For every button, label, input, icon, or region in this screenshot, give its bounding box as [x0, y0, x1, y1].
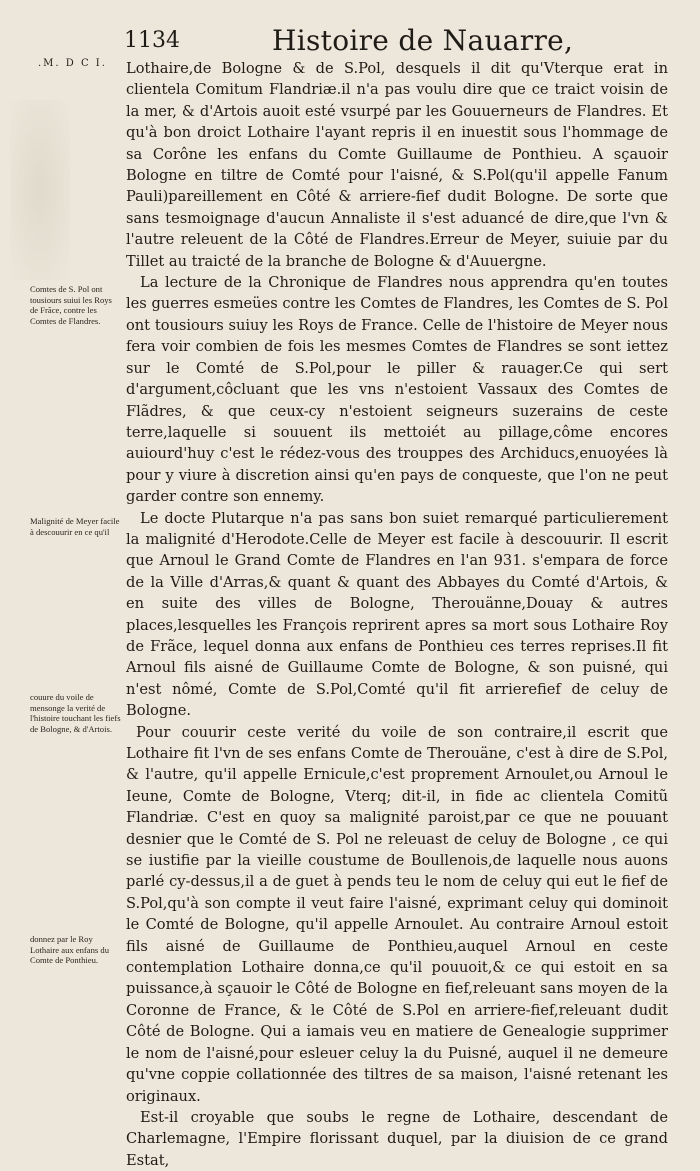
- page-header: [0, 24, 700, 60]
- paragraph: Est-il croyable que soubs le regne de Lothaire, descendant de Charlemagne, l'Empire florissant duquel, par la diuision de ce grand Estat,: [126, 1108, 668, 1169]
- main-text: [126, 58, 668, 1171]
- running-title: Histoire de Nauarre,: [272, 24, 574, 57]
- year-marker: .M. D C I.: [38, 58, 107, 69]
- page-number: 1134: [124, 28, 180, 53]
- margin-note: Malignité de Meyer facile à descouurir en ce qu'il: [30, 516, 120, 537]
- paragraph: Le docte Plutarque n'a pas sans bon suiet remarqué particulierement la malignité d'Herodote.Celle de Meyer est facile à descouurir. Il escrit que Arnoul le Grand Comte de Flandres en l'an 931. s'empara de force de la Ville d'Arras,& quant & quant des Abbayes du Comté d'Artois, & en suite des villes de Bologne, Therouänne,Douay & autres places,lesquelles les François reprirent apres sa mort sous Lothaire Roy de Frãce, lequel donna aux enfans de Ponthieu ces terres reprises.Il fit Arnoul fils aisné de Guillaume Comte de Bologne, & son puisné, qui n'est nômé, Comte de S.Pol,Comté qu'il fit arrierefief de celuy de Bologne.: [126, 509, 668, 720]
- margin-note: couure du voile de mensonge la verité de l'histoire touchant les fiefs de Bologne, & d'Artois.: [30, 692, 121, 734]
- paragraph: Pour couurir ceste verité du voile de son contraire,il escrit que Lothaire fit l'vn de ses enfans Comte de Therouäne, c'est à dire de S.Pol, & l'autre, qu'il appelle Ernicule,c'est proprement Arnoulet,ou Arnoul le Ieune, Comte de Bologne, Vterq; dit-il, in fide ac clientela Comitũ Flandriæ. C'est en quoy sa malignité paroist,par ce que ne pouuant desnier que le Comté de S. Pol ne releuast de celuy de Bologne , ce qui se iustifie par la vieille coustume de Boullenois,de laquelle nous auons parlé cy-dessus,il a de guet à pends teu le nom de celuy qui eut le fief de S.Pol,qu'à son compte il veut faire l'aisné, exprimant celuy qui dominoit le Comté de Bologne, qu'il appelle Arnoulet. Au contraire Arnoul estoit fils aisné de Guillaume de Ponthieu,auquel Arnoul en ceste contemplation Lothaire donna,ce qu'il pouuoit,& ce qui estoit en sa puissance,à sçauoir le Côté de Bologne en fief,releuant sans moyen de la Coronne de France, & le Côté de S.Pol en arriere-fief,releuant dudit Côté de Bologne. Qui a iamais veu en matiere de Genealogie supprimer le nom de l'aisné,pour esleuer celuy la du Puisné, auquel il ne demeure qu'vne coppie collationnée des tiltres de sa maison, l'aisné retenant les originaux.: [126, 723, 668, 1105]
- paper-stain: [10, 100, 70, 280]
- margin-note: donnez par le Roy Lothaire aux enfans du Comte de Ponthieu.: [30, 934, 109, 966]
- paragraph: La lecture de la Chronique de Flandres nous apprendra qu'en toutes les guerres esmeües contre les Comtes de Flandres, les Comtes de S. Pol ont tousiours suiuy les Roys de France. Celle de l'histoire de Meyer nous fera voir combien de fois les mesmes Comtes de Flandres se sont iettez sur le Comté de S.Pol,pour le piller & rauager.Ce qui sert d'argument,côcluant que les vns n'estoient Vassaux des Comtes de Flãdres, & que ceux-cy n'estoient seigneurs suzerains de ceste terre,laquelle si souuent ils mettoiét au pillage,côme encores auiourd'huy c'est le rédez-vous des trouppes des Archiducs,enuoyées là pour y viure à discretion ainsi qu'en pays de conqueste, que l'on ne peut garder contre son ennemy.: [126, 274, 668, 506]
- margin-note: Comtes de S. Pol ont tousiours suiui les Roys de Frãce, contre les Comtes de Flandres.: [30, 284, 112, 326]
- paragraph: Lothaire,de Bologne & de S.Pol, desquels il dit qu'Vterque erat in clientela Comitum Flandriæ.il n'a pas voulu dire que ce traict voisin de la mer, & d'Artois auoit esté vsurpé par les Gouuerneurs de Flandres. Et qu'à bon droict Lothaire l'ayant repris il en inuestit sous l'hommage de sa Corône les enfans du Comte Guillaume de Ponthieu. A sçauoir Bologne en tiltre de Comté pour l'aisné, & S.Pol(qu'il appelle Fanum Pauli)pareillement en Côté & arriere-fief dudit Bologne. De sorte que sans tesmoignage d'aucun Annaliste il s'est aduancé de dire,que l'vn & l'autre releuent de la Côté de Flandres.Erreur de Meyer, suiuie par du Tillet au traicté de la branche de Bologne & d'Auuergne.: [126, 60, 668, 270]
